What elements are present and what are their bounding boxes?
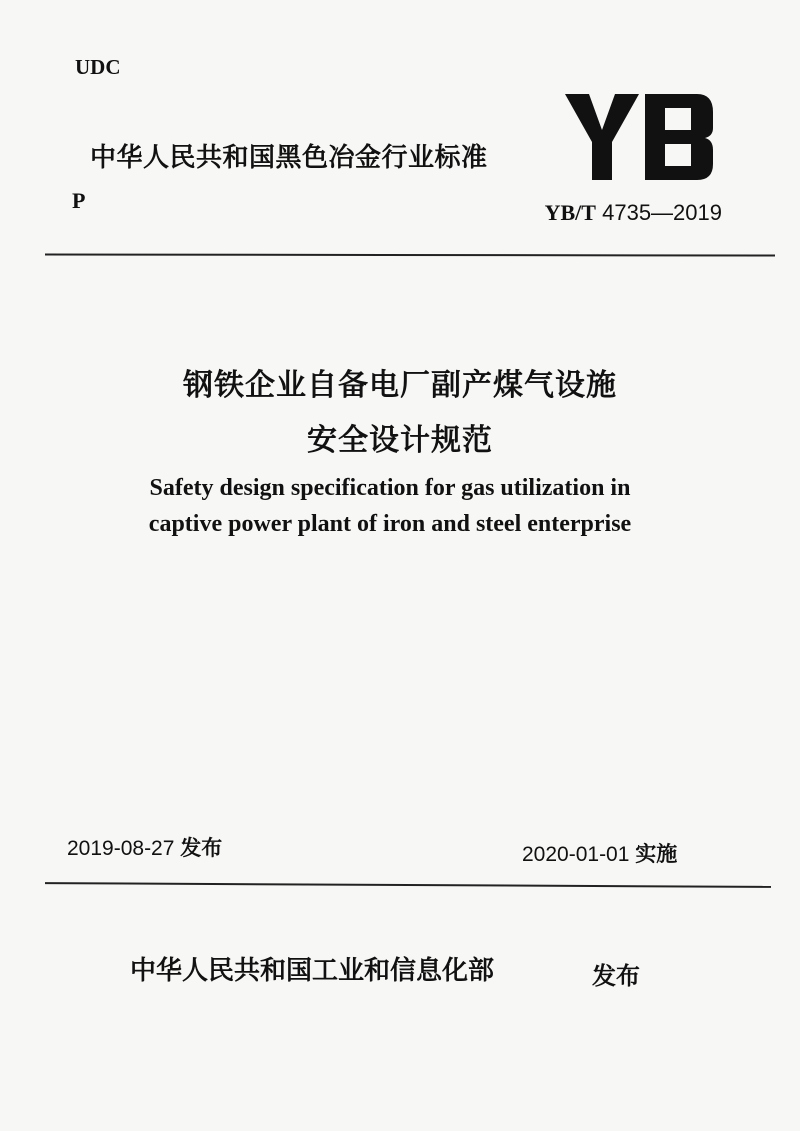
publish-label: 发布 [592, 962, 640, 990]
issue-date-value: 2019-08-27 [67, 837, 175, 860]
classification-label: P [72, 188, 86, 213]
issue-date [67, 832, 222, 862]
industry-standard-title: 中华人民共和国黑色冶金行业标准 [90, 143, 488, 173]
title-cn-line1: 钢铁企业自备电厂副产煤气设施 [183, 368, 617, 403]
effective-date [522, 838, 677, 868]
title-en-line2: captive power plant of iron and steel enterprise [148, 511, 632, 537]
issue-date-label: 发布 [180, 836, 223, 860]
title-cn-line2: 安全设计规范 [307, 423, 493, 458]
top-divider [45, 253, 775, 256]
bottom-divider [45, 882, 771, 888]
effective-date-value: 2020-01-01 [522, 843, 630, 866]
standard-code-prefix: YB/T [544, 200, 596, 225]
yb-logo [565, 92, 715, 182]
effective-date-label: 实施 [635, 842, 678, 866]
publisher-name: 中华人民共和国工业和信息化部 [130, 956, 495, 986]
standard-code [545, 200, 722, 226]
title-en-line1: Safety design specification for gas utilization in [149, 475, 631, 501]
standard-code-number: 4735—2019 [602, 200, 722, 225]
udc-label: UDC [75, 55, 121, 79]
